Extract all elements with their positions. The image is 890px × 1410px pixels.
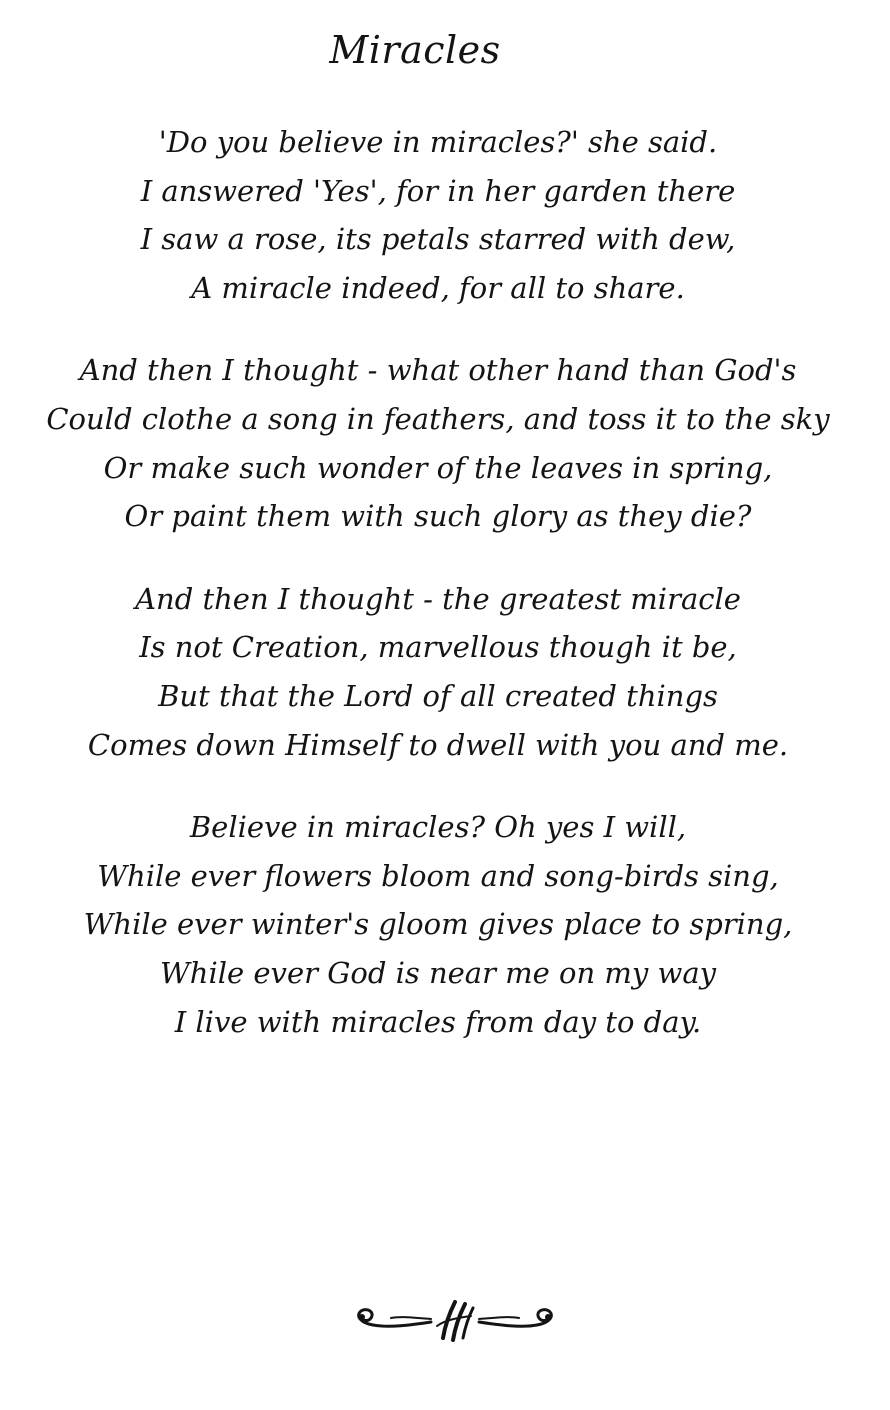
poem-line: While ever flowers bloom and song-birds sing, xyxy=(97,858,779,893)
poem-line: I answered 'Yes', for in her garden there xyxy=(140,173,736,208)
poem-line: I saw a rose, its petals starred with dew, xyxy=(140,222,736,257)
poem-line: Comes down Himself to dwell with you and me. xyxy=(87,727,789,762)
poem-line: And then I thought - what other hand than God's xyxy=(79,353,797,388)
poem-title: Miracles xyxy=(329,28,501,72)
poem-line: While ever winter's gloom gives place to spring, xyxy=(83,907,793,942)
stanza-3 xyxy=(0,575,876,769)
poem-body xyxy=(0,118,876,1080)
poem-line: A miracle indeed, for all to share. xyxy=(191,270,685,305)
stanza-1 xyxy=(0,118,876,312)
poem-line: But that the Lord of all created things xyxy=(158,678,718,713)
poem-line: Is not Creation, marvellous though it be, xyxy=(139,630,737,665)
poem-line: Could clothe a song in feathers, and toss it to the sky xyxy=(46,401,830,436)
poem-line: 'Do you believe in miracles?' she said. xyxy=(158,125,718,159)
poem-line: While ever God is near me on my way xyxy=(159,955,717,990)
poem-line: Or make such wonder of the leaves in spring, xyxy=(103,450,773,485)
scroll-flourish-icon xyxy=(345,1292,565,1352)
poem-line: And then I thought - the greatest miracle xyxy=(135,581,741,616)
poem-line: Believe in miracles? Oh yes I will, xyxy=(189,810,687,845)
poem-line: I live with miracles from day to day. xyxy=(174,1004,702,1039)
poem-line: Or paint them with such glory as they die? xyxy=(124,499,752,534)
stanza-2 xyxy=(0,346,876,540)
stanza-4 xyxy=(0,803,876,1046)
